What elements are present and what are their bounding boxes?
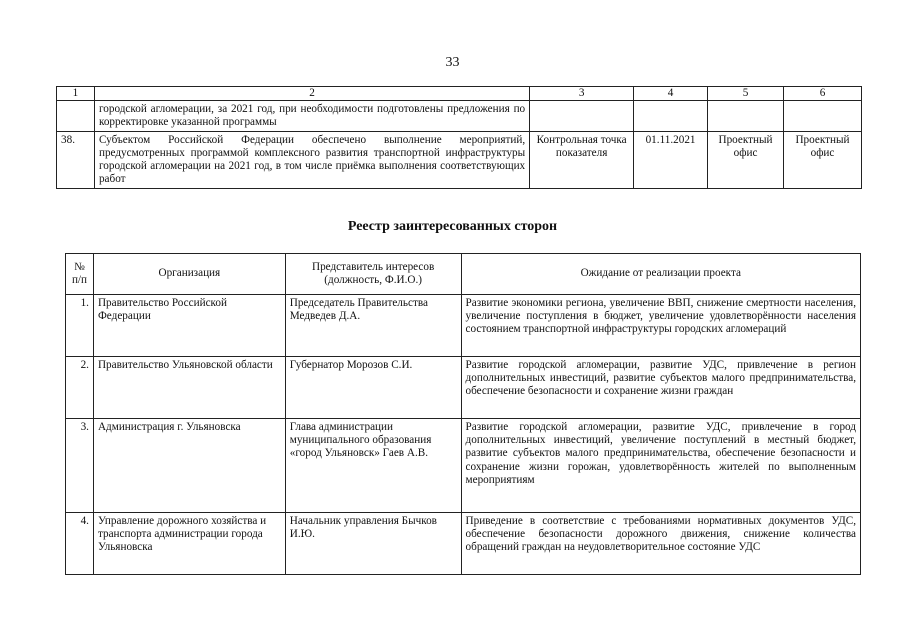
registry-header-row [66, 254, 861, 295]
row-number: 2. [66, 357, 94, 419]
table-row [66, 295, 861, 357]
registry-title: Реестр заинтересованных сторон [347, 219, 558, 234]
row-representative: Начальник управления Бычков И.Ю. [285, 513, 461, 575]
row-number: 1. [66, 295, 94, 357]
row-organization: Администрация г. Ульяновска [93, 419, 285, 513]
table-row [57, 101, 862, 132]
row-date [634, 101, 708, 132]
row-responsible [708, 101, 784, 132]
row-expectation: Приведение в соответствие с требованиями нормативных документов УДС, обеспечение безопасности дорожного движения, снижение количества обращений граждан на неудовлетворительное состояние УДС [461, 513, 860, 575]
header-expectation: Ожидание от реализации проекта [461, 254, 860, 295]
column-number: 5 [708, 87, 784, 101]
row-organization: Правительство Ульяновской области [93, 357, 285, 419]
table-row [66, 357, 861, 419]
row-text: городской агломерации, за 2021 год, при необходимости подготовлены предложения по корректировке указанной программы [94, 101, 529, 132]
row-number: 3. [66, 419, 94, 513]
column-number-row [57, 87, 862, 101]
column-number: 3 [530, 87, 634, 101]
row-representative: Губернатор Морозов С.И. [285, 357, 461, 419]
row-type [530, 101, 634, 132]
row-organization: Правительство Российской Федерации [93, 295, 285, 357]
row-number [57, 101, 95, 132]
header-number: № п/п [66, 254, 94, 295]
row-responsible [784, 101, 862, 132]
column-number: 4 [634, 87, 708, 101]
row-expectation: Развитие городской агломерации, развитие УДС, привлечение в город дополнительных инвестиций, увеличение поступлений в местный бюджет, развитие субъектов малого предпринимательства, обеспечение безопасности и сохранение жизни горожан, удовлетворённость жителей по выполненным мероприятиям [461, 419, 860, 513]
column-number: 1 [57, 87, 95, 101]
row-expectation: Развитие экономики региона, увеличение ВВП, снижение смертности населения, увеличение поступления в бюджет, увеличение удовлетворённости населения состоянием транспортной инфраструктуры городских агломераций [461, 295, 860, 357]
column-number: 6 [784, 87, 862, 101]
table-row [66, 419, 861, 513]
row-expectation: Развитие городской агломерации, развитие УДС, привлечение в регион дополнительных инвестиций, развитие субъектов малого предпринимательства, обеспечение безопасности и сохранение жизни граждан [461, 357, 860, 419]
page-number: 33 [445, 55, 460, 70]
row-responsible: Проектный офис [708, 132, 784, 189]
header-organization: Организация [93, 254, 285, 295]
row-number: 4. [66, 513, 94, 575]
control-points-table [56, 86, 862, 189]
row-text: Субъектом Российской Федерации обеспечено выполнение мероприятий, предусмотренных программой комплексного развития транспортной инфраструктуры городской агломерации на 2021 год, в том числе приёмка выполнения соответствующих работ [94, 132, 529, 189]
row-date: 01.11.2021 [634, 132, 708, 189]
row-responsible: Проектный офис [784, 132, 862, 189]
table-row [57, 132, 862, 189]
stakeholder-registry-table [65, 253, 861, 575]
column-number: 2 [94, 87, 529, 101]
row-type: Контрольная точка показателя [530, 132, 634, 189]
row-representative: Глава администрации муниципального образования «город Ульяновск» Гаев А.В. [285, 419, 461, 513]
row-representative: Председатель Правительства Медведев Д.А. [285, 295, 461, 357]
row-number: 38. [57, 132, 95, 189]
row-organization: Управление дорожного хозяйства и транспорта администрации города Ульяновска [93, 513, 285, 575]
header-representative: Представитель интересов (должность, Ф.И.О.) [285, 254, 461, 295]
table-row [66, 513, 861, 575]
